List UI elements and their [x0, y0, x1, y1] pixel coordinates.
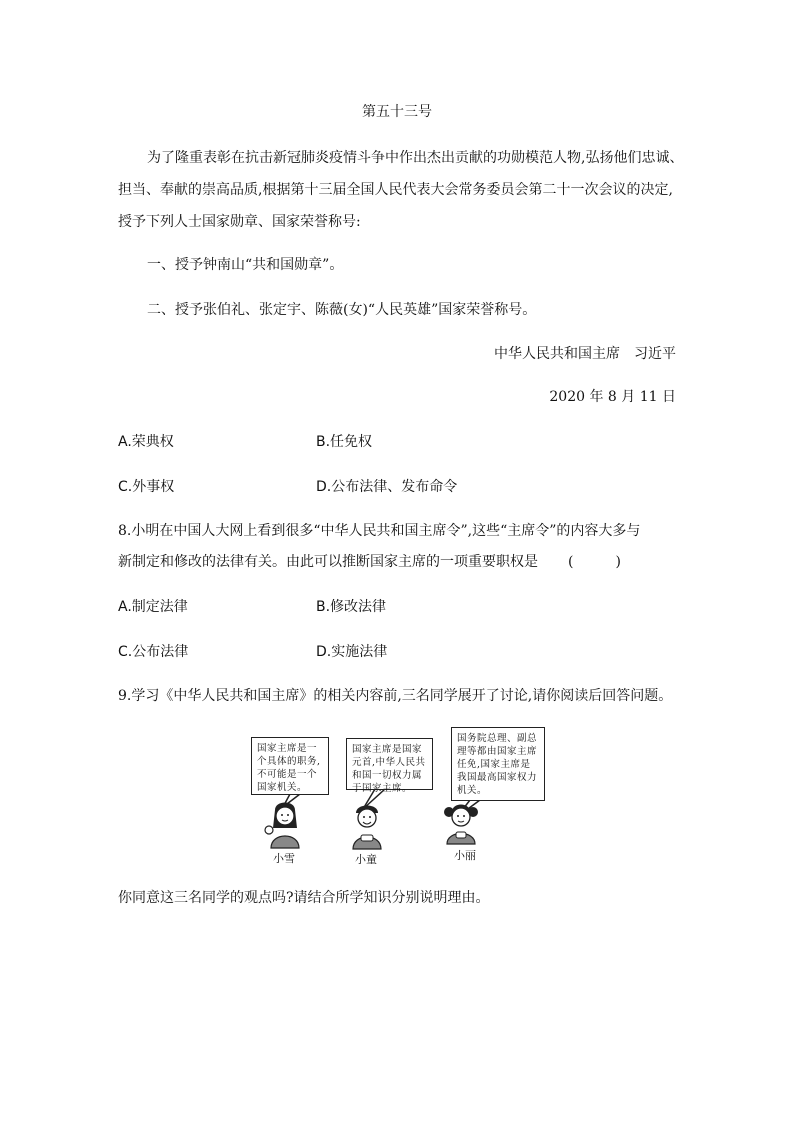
student-name-xiaoli: 小丽: [454, 849, 476, 862]
decree-item-2: 二、授予张伯礼、张定宇、陈薇(女)“人民英雄”国家荣誉称号。: [147, 302, 537, 318]
decree-item-1: 一、授予钟南山“共和国勋章”。: [147, 257, 344, 273]
q8-option-b: B.修改法律: [316, 599, 387, 615]
speech-bubble-xiaoli: 国务院总理、副总理等都由国家主席任免,国家主席是我国最高国家权力机关。: [451, 727, 545, 801]
student-xiaotong-figure: [337, 801, 397, 851]
decree-signature: 中华人民共和国主席 习近平: [494, 346, 676, 362]
q7-option-d: D.公布法律、发布命令: [316, 479, 458, 495]
student-xiaoxue-figure: [255, 800, 315, 850]
q8-stem-line1: 8.小明在中国人大网上看到很多“中华人民共和国主席令”,这些“主席令”的内容大多与: [118, 523, 641, 539]
q7-option-b: B.任免权: [316, 434, 373, 450]
q8-stem-line2: 新制定和修改的法律有关。由此可以推断国家主席的一项重要职权是: [118, 554, 538, 570]
q9-intro: 9.学习《中华人民共和国主席》的相关内容前,三名同学展开了讨论,请你阅读后回答问题。: [118, 688, 673, 704]
decree-text-line1: 为了隆重表彰在抗击新冠肺炎疫情斗争中作出杰出贡献的功勋模范人物,弘扬他们忠诚、: [147, 150, 684, 166]
speech-bubble-xiaotong: 国家主席是国家元首,中华人民共和国一切权力属于国家主席。: [346, 738, 433, 790]
q7-option-c: C.外事权: [118, 479, 175, 495]
q9-illustration: [245, 727, 555, 867]
decree-date: 2020 年 8 月 11 日: [549, 389, 676, 405]
student-name-xiaotong: 小童: [355, 853, 377, 866]
q8-option-a: A.制定法律: [118, 599, 188, 615]
q8-answer-paren: ( ): [568, 554, 635, 570]
decree-text-line3: 授予下列人士国家勋章、国家荣誉称号:: [118, 214, 361, 230]
student-name-xiaoxue: 小雪: [273, 852, 295, 865]
student-xiaoli-figure: [431, 800, 491, 850]
speech-bubble-xiaoxue: 国家主席是一个具体的职务,不可能是一个国家机关。: [251, 737, 329, 795]
q9-question: 你同意这三名同学的观点吗?请结合所学知识分别说明理由。: [118, 890, 490, 906]
q7-option-a: A.荣典权: [118, 434, 174, 450]
q8-option-c: C.公布法律: [118, 644, 189, 660]
decree-text-line2: 担当、奉献的崇高品质,根据第十三届全国人民代表大会常务委员会第二十一次会议的决定,: [118, 182, 673, 198]
q8-option-d: D.实施法律: [316, 644, 388, 660]
decree-title: 第五十三号: [362, 104, 432, 120]
